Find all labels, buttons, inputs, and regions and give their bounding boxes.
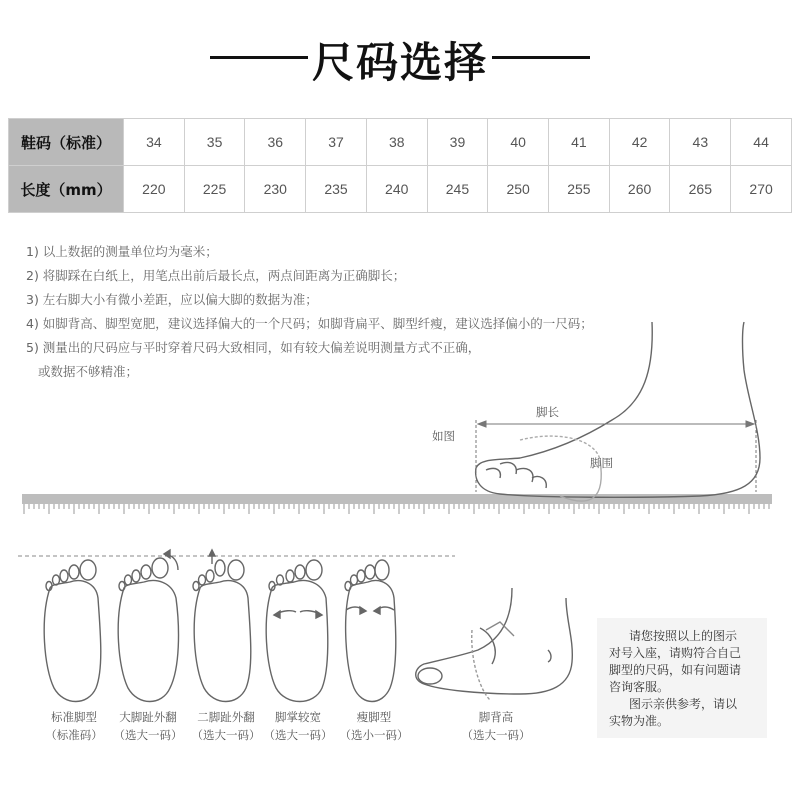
row-header: 鞋码（标准） [9, 119, 124, 166]
slim-foot-icon [345, 560, 396, 702]
page-title: 尺码选择 [311, 38, 488, 87]
high-instep-foot-icon [416, 588, 573, 700]
table-cell: 260 [609, 166, 670, 213]
foot-side-view [476, 322, 760, 501]
note-item: 3) 左右脚大小有微小差距，应以偏大脚的数据为准； [26, 292, 318, 307]
note-line: 对号入座，请购符合自己 [609, 646, 742, 660]
foot-type-advice: （选小一码） [339, 728, 409, 742]
table-cell: 245 [427, 166, 488, 213]
foot-type-advice: （选大一码） [461, 728, 531, 742]
table-cell: 235 [306, 166, 367, 213]
foot-type-bunion [108, 708, 188, 744]
standard-foot-icon [44, 560, 101, 702]
foot-type-advice: （选大一码） [263, 728, 333, 742]
foot-length-label: 脚长 [536, 405, 559, 419]
table-cell: 41 [549, 119, 610, 166]
foot-type-name: 大脚趾外翻 [119, 710, 177, 724]
note-line: 脚型的尺码，如有问题请 [609, 663, 742, 677]
foot-type-standard [34, 708, 114, 744]
foot-type-name: 二脚趾外翻 [197, 710, 255, 724]
wide-foot-icon [266, 560, 328, 702]
table-cell: 38 [366, 119, 427, 166]
table-cell: 250 [488, 166, 549, 213]
example-label: 如图 [432, 429, 455, 443]
foot-type-advice: （标准码） [45, 728, 103, 742]
foot-type-name: 瘦脚型 [356, 710, 392, 724]
table-cell: 270 [731, 166, 792, 213]
table-cell: 42 [609, 119, 670, 166]
advice-note-box [597, 618, 767, 738]
table-cell: 255 [549, 166, 610, 213]
second-toe-foot-icon [193, 550, 251, 702]
foot-type-name: 标准脚型 [51, 710, 97, 724]
note-line: 咨询客服。 [609, 680, 670, 694]
table-cell: 265 [670, 166, 731, 213]
foot-type-name: 脚背高 [478, 710, 514, 724]
table-cell: 40 [488, 119, 549, 166]
table-cell: 240 [366, 166, 427, 213]
foot-type-second-toe [186, 708, 266, 744]
table-cell: 230 [245, 166, 306, 213]
note-item: 2) 将脚踩在白纸上，用笔点出前后最长点，两点间距离为正确脚长； [26, 268, 406, 283]
table-cell: 43 [670, 119, 731, 166]
foot-type-name: 脚掌较宽 [275, 710, 321, 724]
note-item: 5) 测量出的尺码应与平时穿着尺码大致相同，如有较大偏差说明测量方式不正确， [26, 340, 481, 355]
note-item: 4) 如脚背高、脚型宽肥，建议选择偏大的一个尺码；如脚背扁平、脚型纤瘦，建议选择偏小的一尺码； [26, 316, 593, 331]
note-line: 实物为准。 [609, 714, 670, 728]
foot-type-slim [334, 708, 414, 744]
table-cell: 39 [427, 119, 488, 166]
note-item: 1) 以上数据的测量单位均为毫米； [26, 244, 218, 259]
table-cell: 44 [731, 119, 792, 166]
note-item: 或数据不够精准； [38, 364, 139, 379]
foot-type-wide [258, 708, 338, 744]
note-line: 图示亲供参考，请以 [629, 697, 738, 711]
table-cell: 34 [124, 119, 185, 166]
table-cell: 35 [184, 119, 245, 166]
bunion-foot-icon [118, 550, 178, 702]
table-cell: 225 [184, 166, 245, 213]
foot-type-advice: （选大一码） [113, 728, 183, 742]
table-cell: 36 [245, 119, 306, 166]
foot-type-high-instep [456, 708, 536, 744]
table-cell: 37 [306, 119, 367, 166]
length-arrow [476, 420, 756, 492]
foot-girth-label: 脚围 [590, 456, 613, 470]
table-cell: 220 [124, 166, 185, 213]
row-header: 长度（mm） [9, 166, 124, 213]
note-line: 请您按照以上的图示 [629, 629, 738, 643]
foot-type-advice: （选大一码） [191, 728, 261, 742]
